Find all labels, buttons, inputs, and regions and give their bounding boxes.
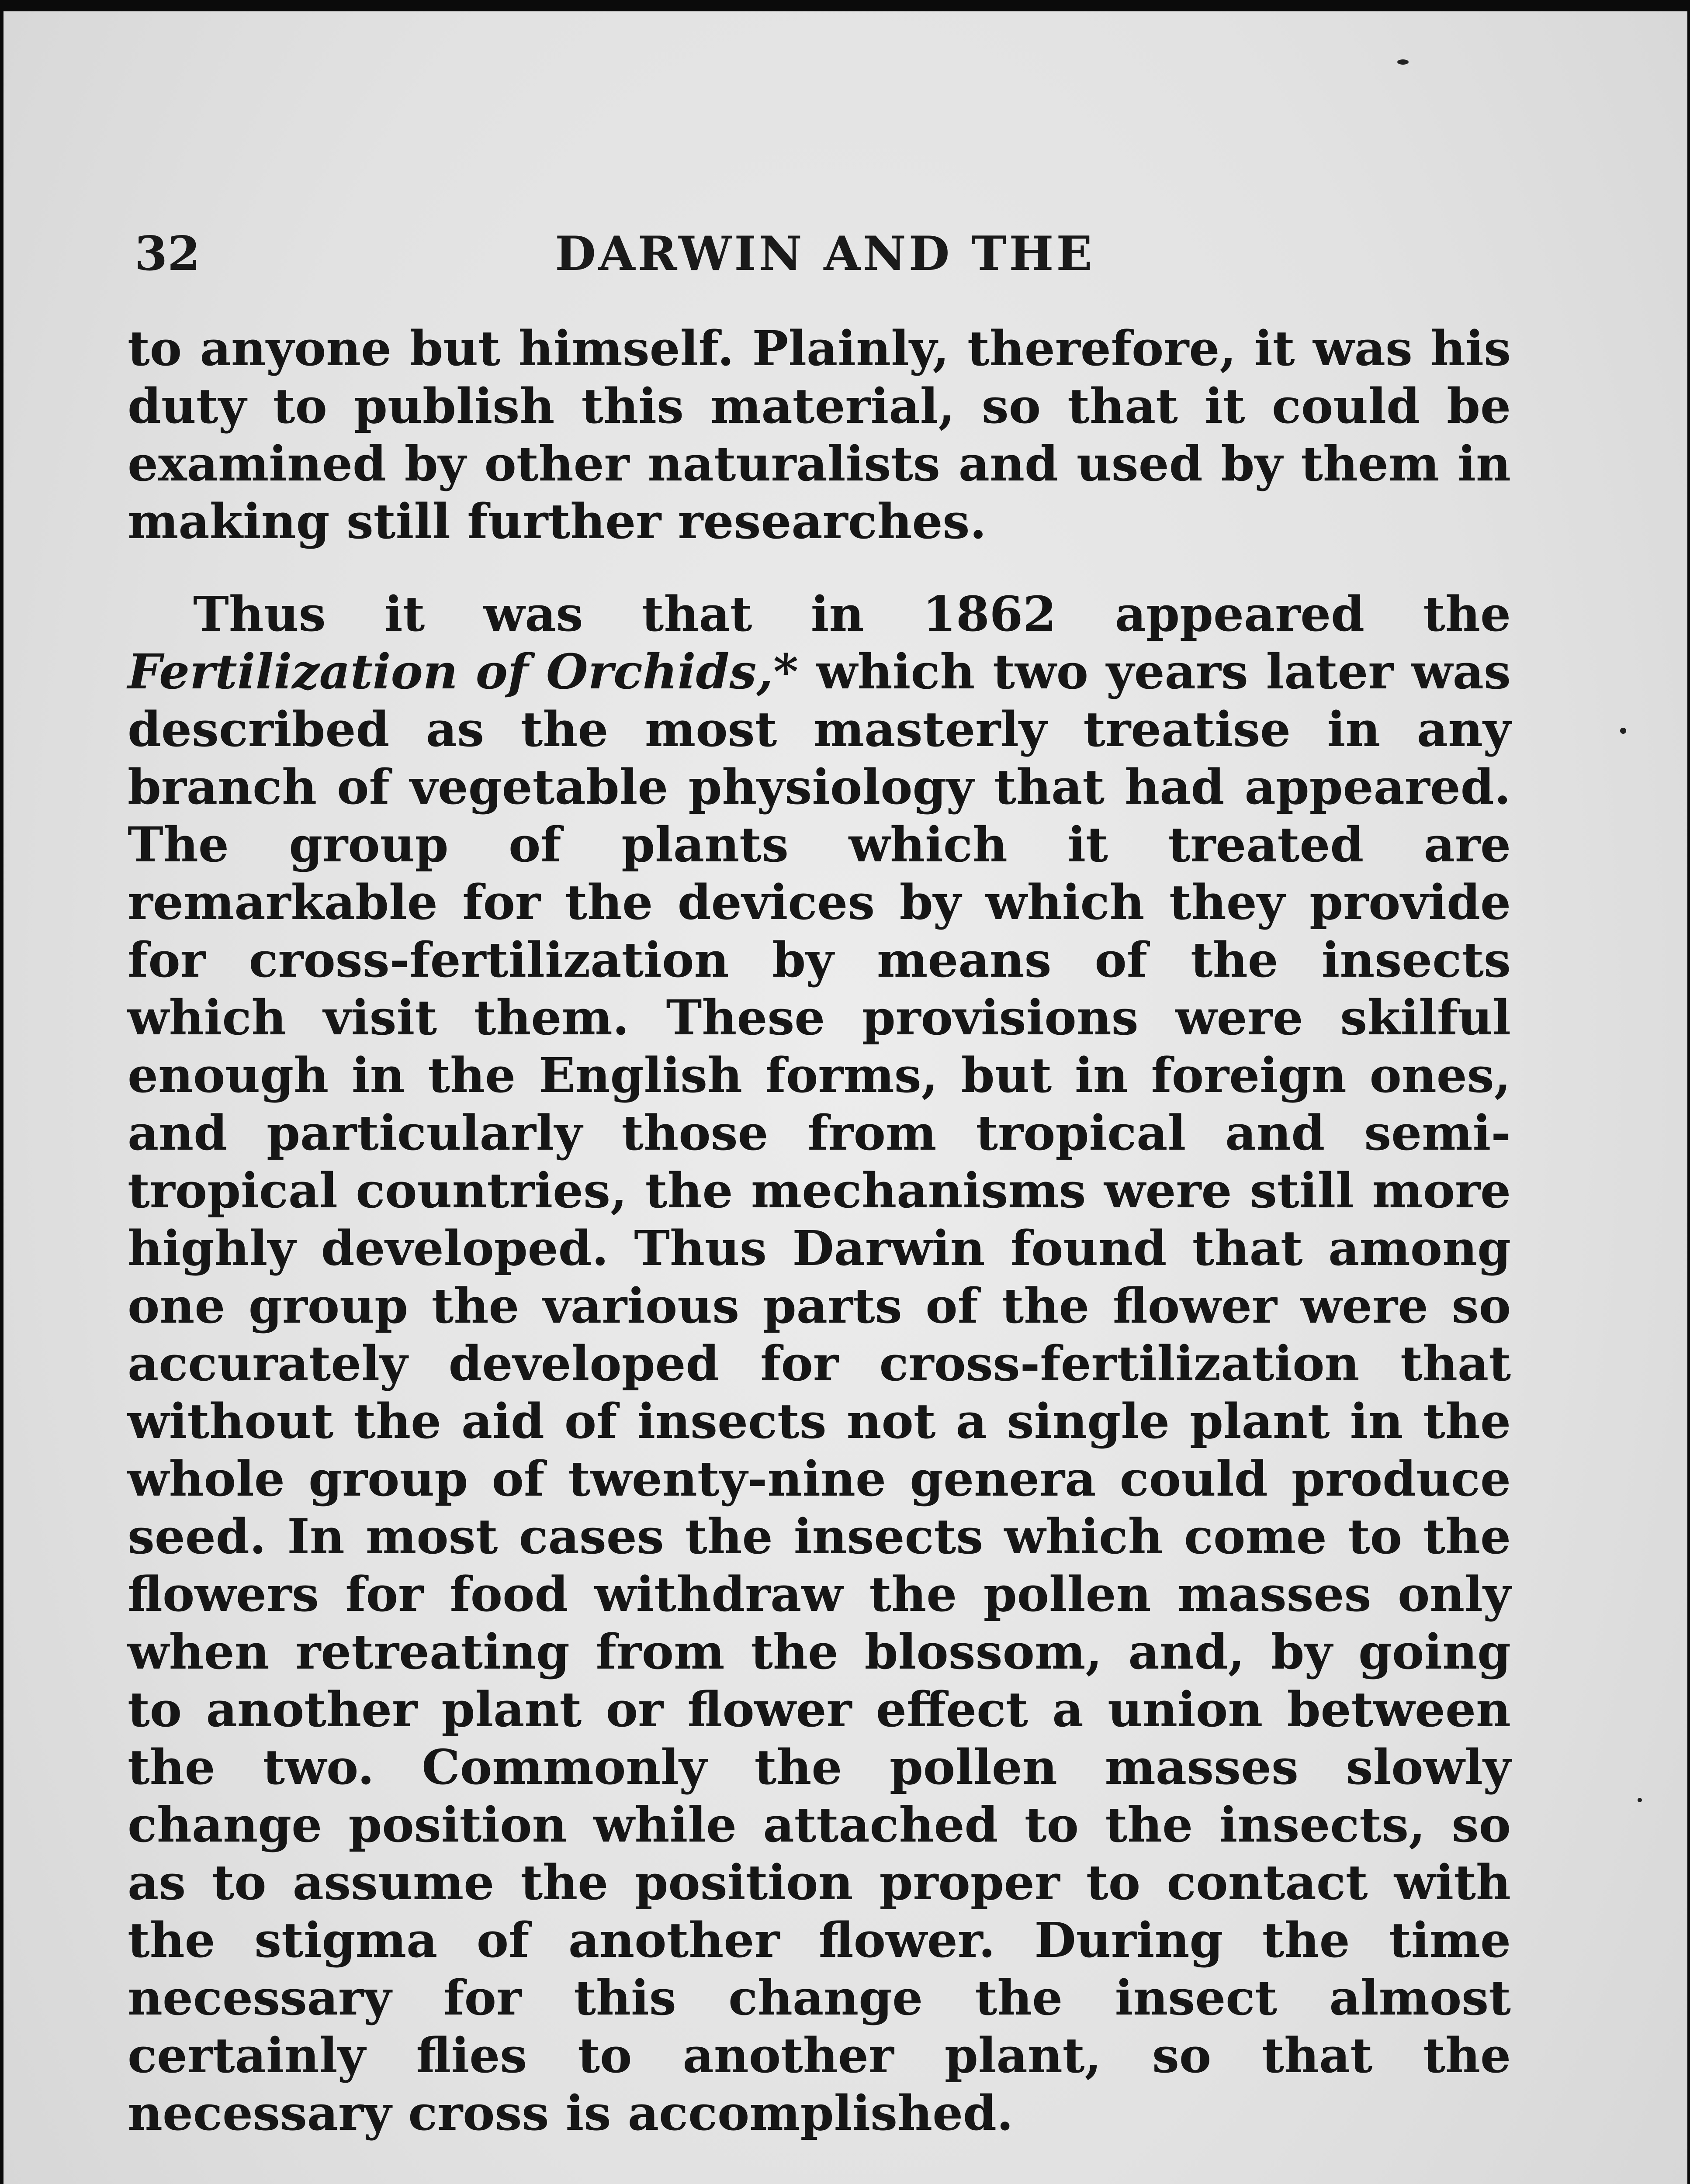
page-header [135,221,1515,287]
dust-speck [1620,728,1626,734]
dust-speck [1397,59,1409,65]
paragraph-continuation: to anyone but himself. Plainly, therefore, it was his duty to publish this material, so that it could be examined by other naturalists and used by them in making still further researches. [128,320,1511,549]
body-text [128,320,1511,2142]
running-head: DARWIN AND THE [555,226,1095,281]
book-page [3,11,1687,2184]
book-title-orchids: Fertilization of Orchids, [128,643,773,700]
page-number: 32 [135,226,201,281]
paragraph-orchids-rest: * which two years later was described as the most masterly treatise in any branch of vegetable physiology that had appeared. The group of plants which it treated are remarkable for the devices by which they provide for cross-fertilization by means of the insects which visit them. These provisions were skilful enough in the English forms, but in foreign ones, and particularly those from tropical and semi-tropical countries, the mechanisms were still more highly developed. Thus Darwin found that among one group the various parts of the flower were so accurately developed for cross-fertilization that without the aid of insects not a single plant in the whole group of twenty-nine genera could produce seed. In most cases the insects which come to the flowers for food withdraw the pollen masses only when retreating from the blossom, and, by going to another plant or flower effect a union between the two. Commonly the pollen masses slowly change position while attached to the insects, so as to assume the position proper to contact with the stigma of another flower. During the time necessary for this change the insect almost certainly flies to another plant, so that the necessary cross is accomplished. [128,643,1511,2141]
paragraph-orchids [128,585,1511,2142]
paragraph-orchids-lead: Thus it was that in 1862 appeared the [193,586,1511,642]
dust-speck [1638,1798,1642,1802]
